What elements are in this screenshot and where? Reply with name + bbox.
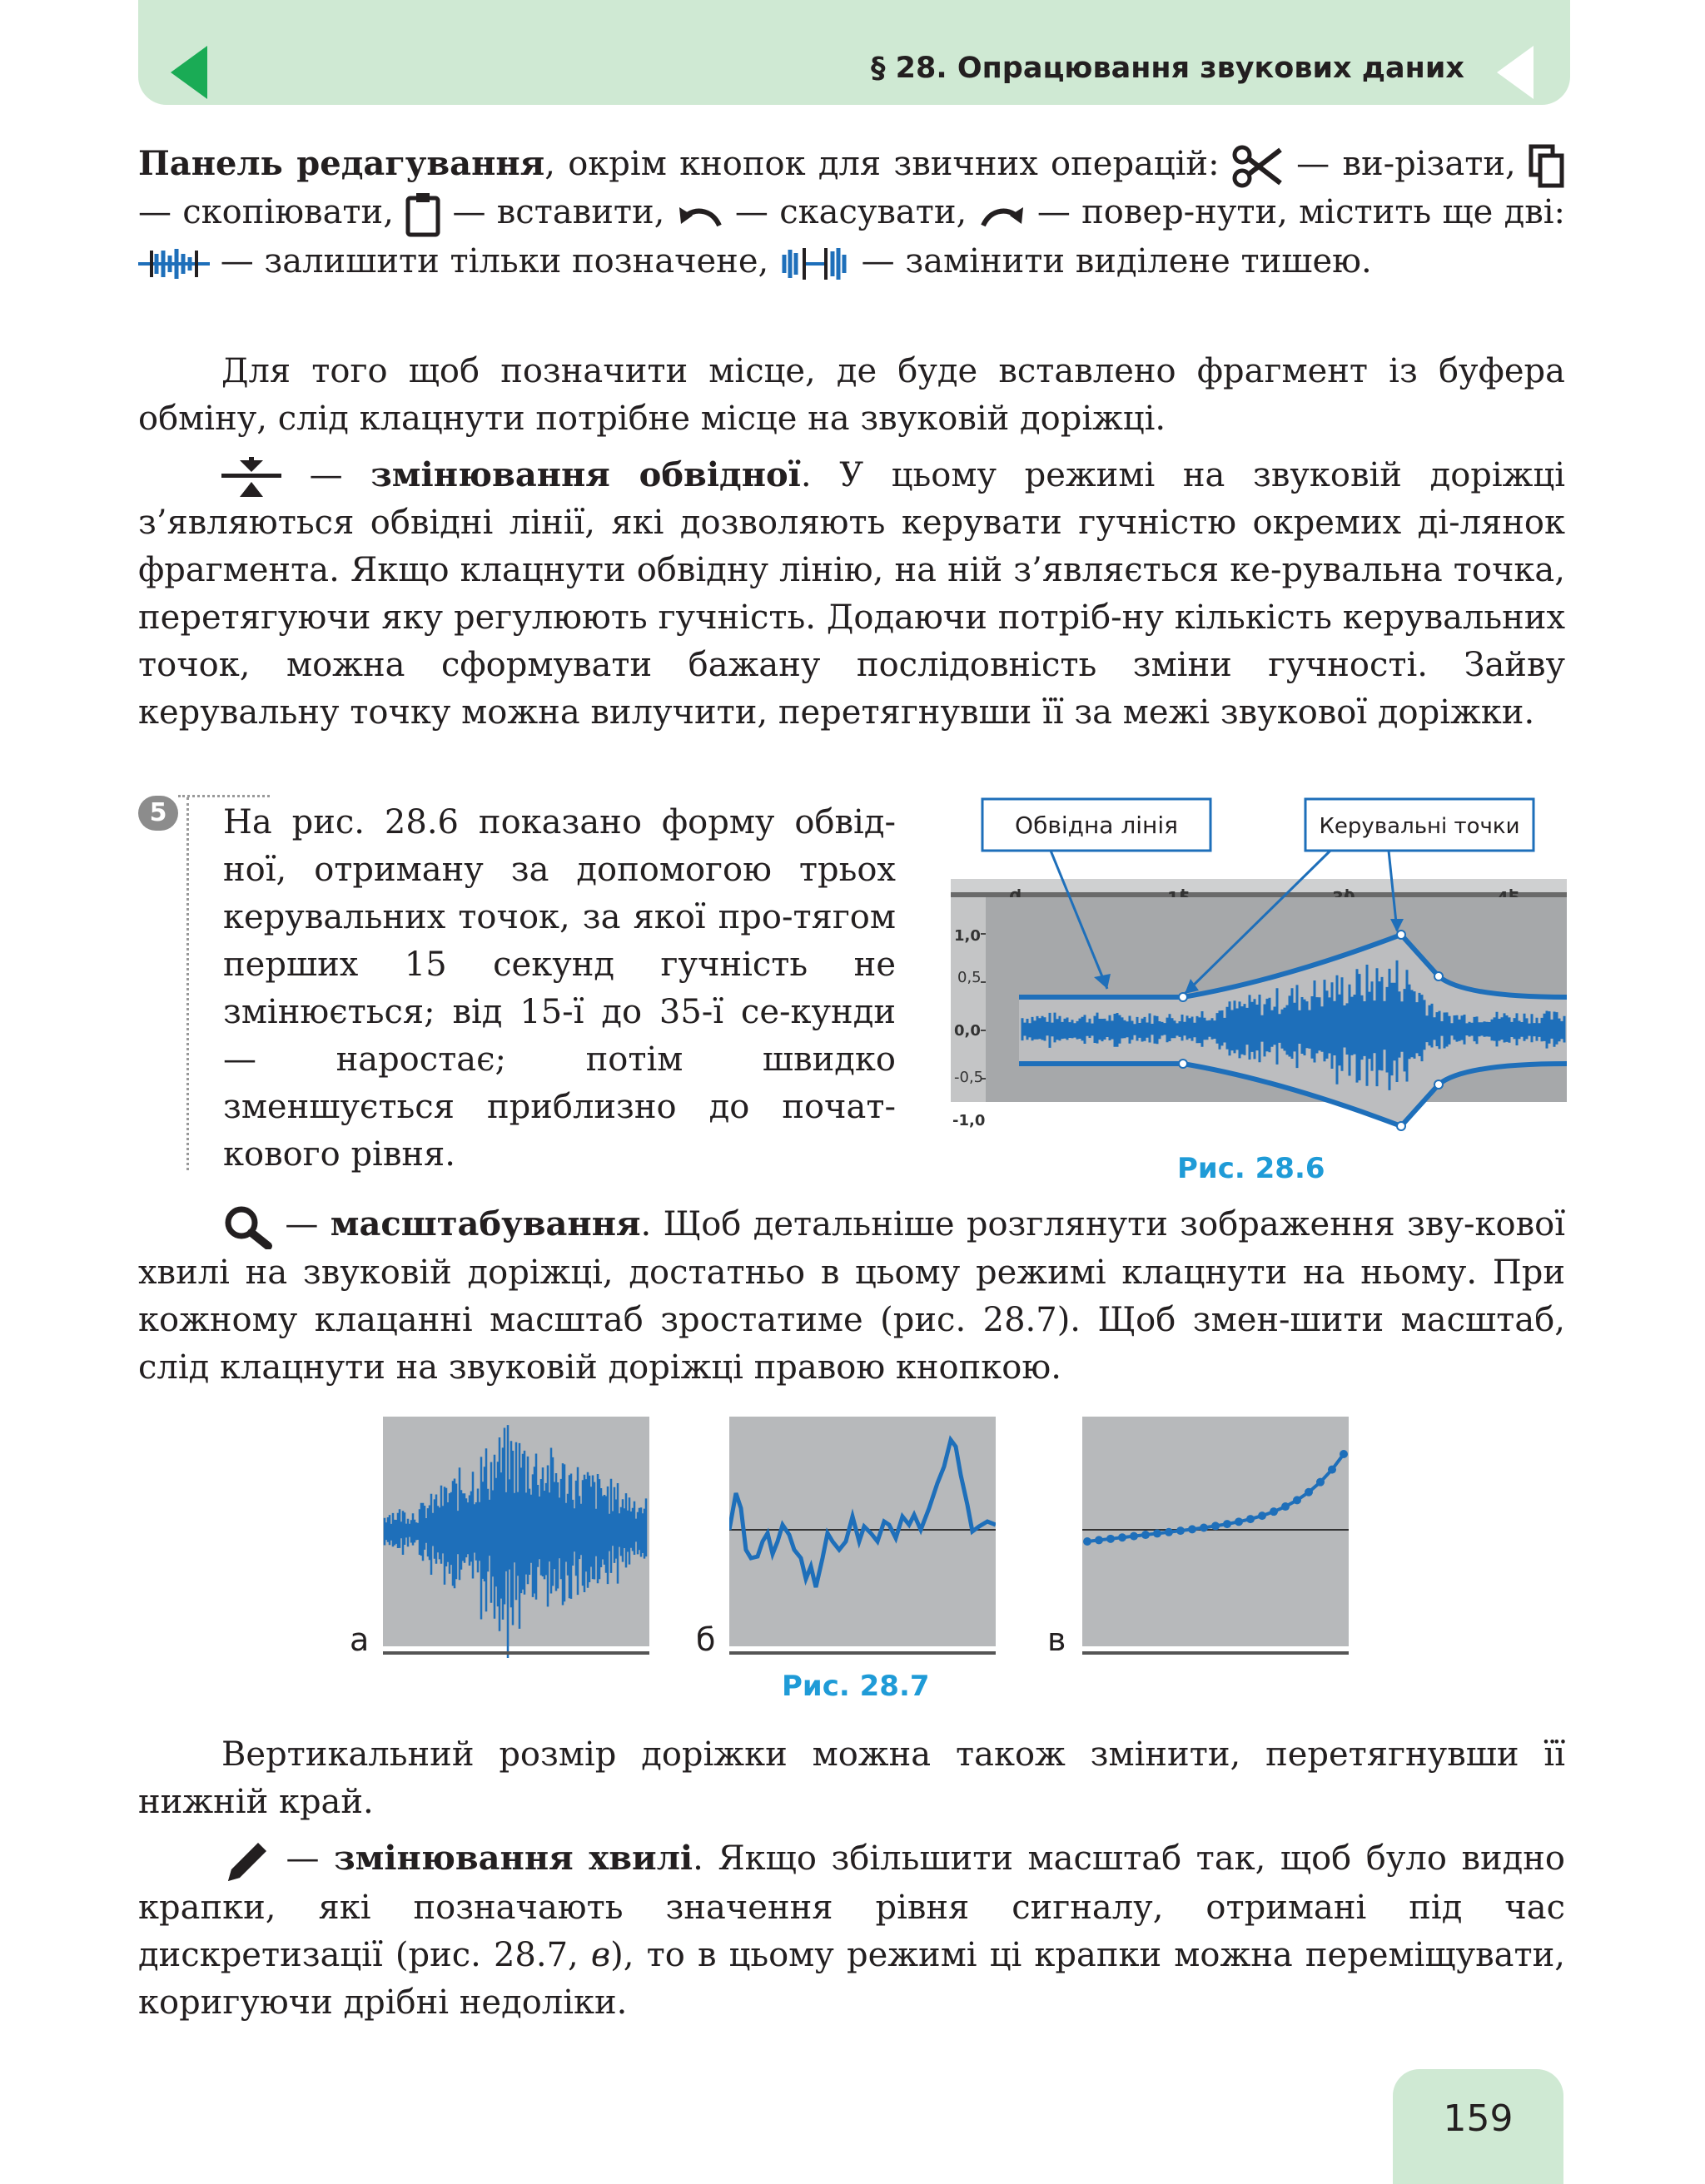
- sample-point[interactable]: [1281, 1502, 1290, 1511]
- paragraph-edit-panel: Панель редагування, окрім кнопок для звичних операцій: — ви-різати, — скопіювати, — вставити, — скасувати, — повер-нути, містить ще дві: — залишити тільки позначене, — замінити виділене тишею.: [138, 140, 1565, 285]
- term-zoom: масштабування: [330, 1204, 641, 1243]
- step-marker: 5: [138, 796, 178, 831]
- sample-point[interactable]: [1305, 1488, 1313, 1497]
- control-point[interactable]: [1179, 1060, 1187, 1068]
- y-tick-label: -0,5: [954, 1069, 984, 1086]
- term-draw-tool: змінювання хвилі: [334, 1839, 693, 1878]
- undo-icon: [676, 201, 724, 229]
- control-point[interactable]: [1397, 1122, 1405, 1130]
- sample-point[interactable]: [1258, 1511, 1266, 1520]
- figure-28-6-caption: Рис. 28.6: [1177, 1152, 1325, 1185]
- silence-icon: [779, 245, 851, 283]
- divider: [178, 795, 270, 797]
- y-tick-label: -1,0: [952, 1112, 986, 1129]
- magnifier-icon: [221, 1204, 273, 1249]
- sample-point[interactable]: [1118, 1533, 1126, 1541]
- y-tick-label: 0,5: [957, 969, 982, 986]
- callout-envelope-label: Обвідна лінія: [1015, 812, 1178, 839]
- figure-28-7-caption: Рис. 28.7: [782, 1670, 930, 1703]
- trim-icon: [138, 247, 210, 280]
- control-point[interactable]: [1397, 931, 1405, 939]
- sample-point[interactable]: [1270, 1507, 1278, 1516]
- page-number: 159: [1443, 2097, 1514, 2140]
- pencil-icon: [221, 1838, 271, 1884]
- paragraph-track-height: Вертикальний розмір доріжки можна також змінити, перетягнувши її нижній край.: [138, 1735, 1565, 1821]
- sample-point[interactable]: [1211, 1521, 1220, 1530]
- sample-point[interactable]: [1188, 1525, 1196, 1533]
- control-point[interactable]: [1434, 972, 1443, 980]
- forward-arrow-icon[interactable]: [1497, 46, 1534, 99]
- figure-28-7-c: [1082, 1417, 1349, 1658]
- paragraph-paste-position: Для того щоб позначити місце, де буде вставлено фрагмент із буфера обміну, слід клацнути потрібне місце на звуковій доріжці.: [138, 352, 1565, 438]
- control-point[interactable]: [1434, 1080, 1443, 1089]
- sample-point[interactable]: [1165, 1528, 1173, 1536]
- sample-point[interactable]: [1246, 1515, 1255, 1523]
- copy-icon: [1529, 144, 1565, 189]
- sample-point[interactable]: [1106, 1535, 1115, 1543]
- sample-point[interactable]: [1223, 1520, 1231, 1528]
- paragraph-draw-tool: — змінювання хвилі. Якщо збільшити масштаб так, щоб було видно крапки, які позначають значення рівня сигналу, отримані під час дискретизації (рис. 28.7, в), то в цьому режимі ці крапки можна переміщувати, коригуючи дрібні недоліки.: [138, 1839, 1566, 2022]
- term-envelope: змінювання обвідної: [370, 455, 801, 494]
- sample-point[interactable]: [1200, 1523, 1208, 1531]
- sample-point[interactable]: [1293, 1496, 1301, 1504]
- back-arrow-icon[interactable]: [171, 46, 207, 99]
- sample-point[interactable]: [1316, 1478, 1325, 1487]
- sample-point[interactable]: [1095, 1536, 1103, 1544]
- envelope-tool-icon: [221, 457, 281, 499]
- sample-point[interactable]: [1235, 1517, 1243, 1526]
- sample-point[interactable]: [1340, 1450, 1348, 1458]
- sample-point[interactable]: [1083, 1537, 1091, 1546]
- divider: [186, 797, 189, 1170]
- sample-point[interactable]: [1176, 1526, 1185, 1535]
- paragraph-figure-286: На рис. 28.6 показано форму обвід-ної, отриману за допомогою трьох керувальних точок, за якої про-тягом перших 15 секунд гучність не змінюється; від 15-ї до 35-ї се-кунди — наростає; потім швидко зменшується приблизно до почат-кового рівня.: [223, 803, 896, 1174]
- sample-point[interactable]: [1328, 1466, 1336, 1474]
- figure-label-c: в: [1047, 1621, 1066, 1658]
- chapter-title: § 28. Опрацювання звукових даних: [871, 52, 1464, 85]
- paragraph-zoom: — масштабування. Щоб детальніше розглянути зображення зву-кової хвилі на звуковій доріжці, достатньо в цьому режимі клацнути на ньому. При кожному клацанні масштаб зростатиме (рис. 28.7). Щоб змен-шити масштаб, слід клацнути на звуковій доріжці правою кнопкою.: [138, 1204, 1565, 1387]
- track-panel: [1082, 1417, 1349, 1646]
- figure-label-b: б: [696, 1621, 716, 1658]
- figure-28-6: [947, 797, 1567, 1149]
- paste-icon: [405, 191, 441, 238]
- figure-28-7-a: [383, 1417, 649, 1658]
- y-tick-label: 1,0: [954, 927, 981, 945]
- redo-icon: [978, 201, 1026, 229]
- scissors-icon: [1232, 145, 1284, 188]
- figure-label-a: а: [350, 1621, 370, 1658]
- callout-control-points-label: Керувальні точки: [1319, 814, 1520, 839]
- paragraph-envelope: — змінювання обвідної. У цьому режимі на звуковій доріжці з’являються обвідні лінії, які дозволяють керувати гучністю окремих ді-лянок фрагмента. Якщо клацнути обвідну лінію, на ній з’являється ке-рувальна точка, перетягуючи яку регулюють гучність. Додаючи потріб-ну кількість керувальних точок, можна сформувати бажану послідовність зміни гучності. Зайву керувальну точку можна вилучити, перетягнувши її за межі звукової доріжки.: [138, 455, 1565, 732]
- sample-point[interactable]: [1141, 1531, 1150, 1539]
- y-tick-label: 0,0: [954, 1022, 981, 1040]
- figure-28-7-b: [729, 1417, 996, 1658]
- sample-point[interactable]: [1153, 1529, 1161, 1537]
- term-edit-panel: Панель редагування: [138, 144, 545, 183]
- sample-point[interactable]: [1130, 1532, 1138, 1541]
